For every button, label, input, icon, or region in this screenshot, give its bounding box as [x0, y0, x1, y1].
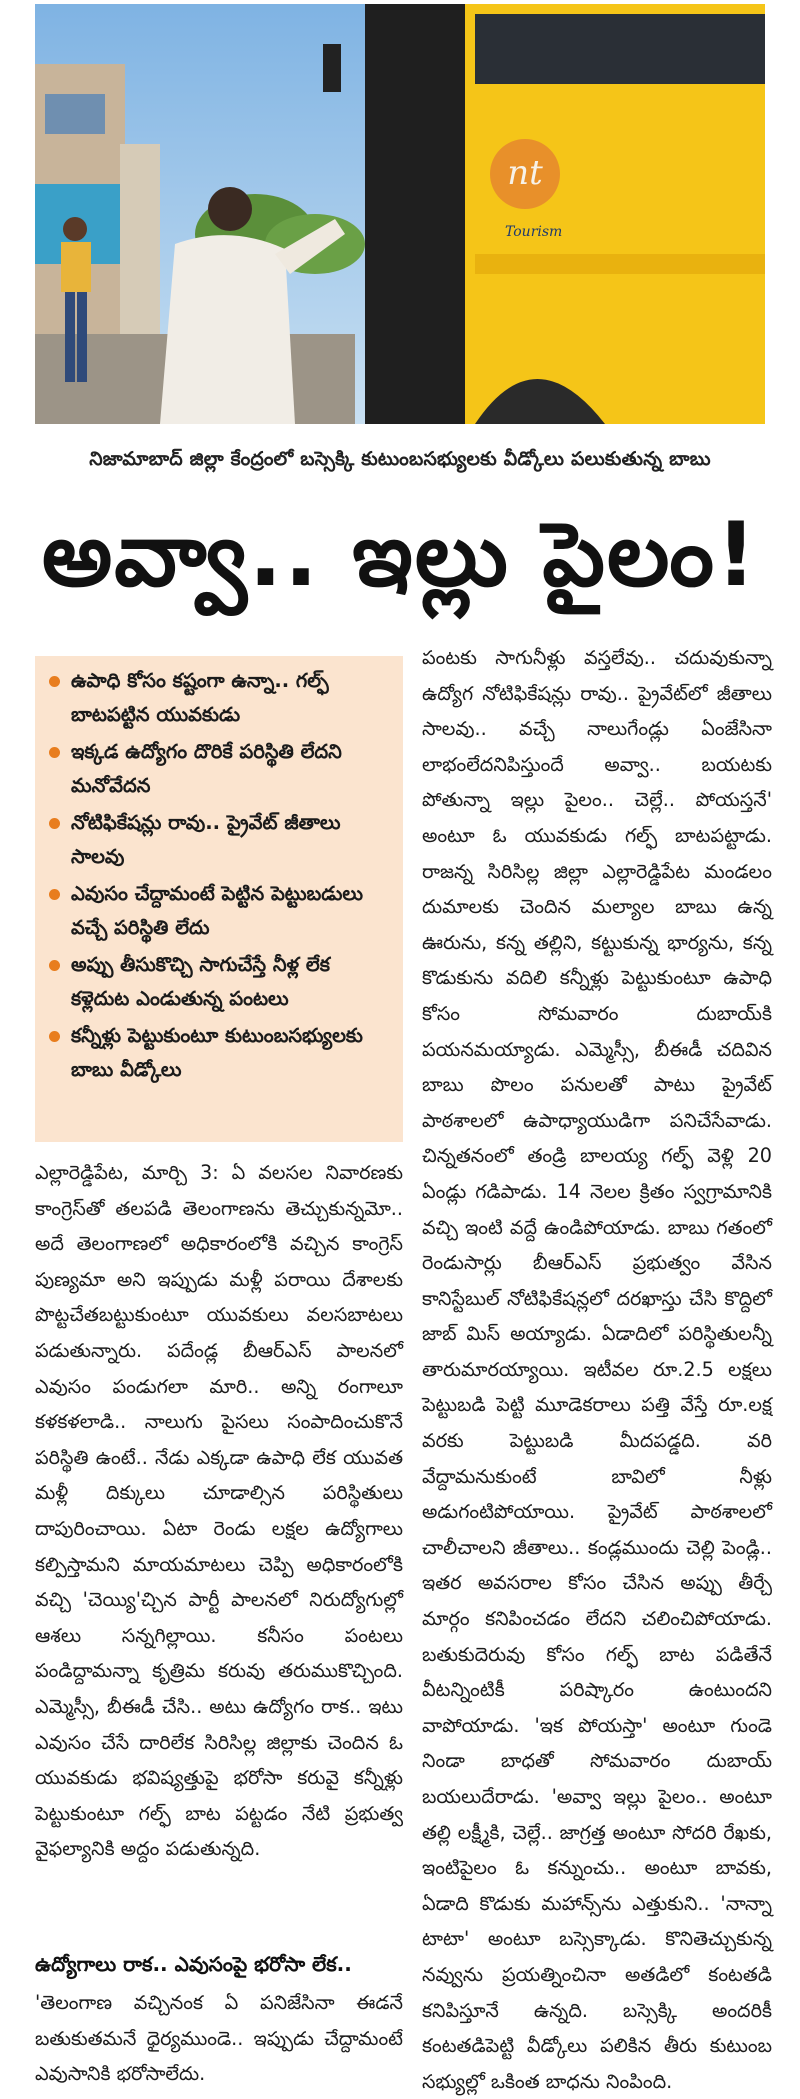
- highlight-item: ఉపాధి కోసం కష్టంగా ఉన్నా.. గల్ఫ్ బాటపట్టిన యువకుడు: [45, 664, 391, 732]
- bullet-icon: [49, 818, 60, 829]
- news-photo: [35, 4, 765, 424]
- bus-logo-text: Tourism: [505, 224, 563, 240]
- bullet-icon: [49, 1031, 60, 1042]
- highlight-item: అప్పు తీసుకొచ్చి సాగుచేస్తే నీళ్ల లేక కళ్లెదుట ఎండుతున్న పంటలు: [45, 948, 391, 1016]
- highlight-item: ఇక్కడ ఉద్యోగం దొరికే పరిస్థితి లేదని మనోవేదన: [45, 735, 391, 803]
- article-subheading: ఉద్యోగాలు రాక.. ఎవుసంపై భరోసా లేక..: [35, 1952, 352, 1976]
- highlight-item: ఎవుసం చేద్దామంటే పెట్టిన పెట్టుబడులు వచ్చే పరిస్థితి లేదు: [45, 877, 391, 945]
- headline: అవ్వా.. ఇల్లు పైలం!: [41, 503, 759, 606]
- bullet-icon: [49, 747, 60, 758]
- bullet-icon: [49, 889, 60, 900]
- photo-caption: నిజామాబాద్ జిల్లా కేంద్రంలో బస్సెక్కి కుటుంబసభ్యులకు వీడ్కోలు పలుకుతున్న బాబు: [89, 448, 711, 470]
- photo-illustration: [35, 4, 765, 424]
- bullet-icon: [49, 960, 60, 971]
- highlight-item: కన్నీళ్లు పెట్టుకుంటూ కుటుంబసభ్యులకు బాబు వీడ్కోలు: [45, 1019, 391, 1087]
- article-body-left-continued: 'తెలంగాణ వచ్చినంక ఏ పనిజేసినా ఈడనే బతుకుతమనే ధైర్యముండె.. ఇప్పుడు చేద్దామంటే ఎవుసానికి భరోసాలేదు.: [35, 1991, 403, 2086]
- bullet-icon: [49, 676, 60, 687]
- article-body-left: ఎల్లారెడ్డిపేట, మార్చి 3: ఏ వలసల నివారణకు కాంగ్రెస్‌తో తలపడి తెలంగాణను తెచ్చుకున్నమో.. అదే తెలంగాణలో అధికారంలోకి వచ్చిన కాంగ్రెస్ పుణ్యమా అని ఇప్పుడు మళ్లీ పరాయి దేశాలకు పొట్టచేతబట్టుకుంటూ యువకులు వలసబాటలు పడుతున్నారు. పదేండ్ల బీఆర్ఎస్ పాలనలో ఎవుసం పండుగలా మారి.. అన్ని రంగాలూ కళకళలాడి.. నాలుగు పైసలు సంపాదించుకొనే పరిస్థితి ఉంటే.. నేడు ఎక్కడా ఉపాధి లేక యువత మళ్లీ దిక్కులు చూడాల్సిన పరిస్థితులు దాపురించాయి. ఏటా రెండు లక్షల ఉద్యోగాలు కల్పిస్తామని మాయమాటలు చెప్పి అధికారంలోకి వచ్చి 'చెయ్యి'చ్చిన పార్టీ పాలనలో నిరుద్యోగుల్లో ఆశలు సన్నగిల్లాయి. కనీసం పంటలు పండిద్దామన్నా కృత్రిమ కరువు తరుముకొచ్చింది. ఎమ్మెస్సీ, బీఈడీ చేసి.. అటు ఉద్యోగం రాక.. ఇటు ఎవుసం చేసే దారిలేక సిరిసిల్ల జిల్లాకు చెందిన ఓ యువకుడు భవిష్యత్తుపై భరోసా కరువై కన్నీళ్లు పెట్టుకుంటూ గల్ఫ్ బాట పట్టడం నేటి ప్రభుత్వ వైఫల్యానికి అద్దం పడుతున్నది.: [35, 1161, 403, 1861]
- svg-text:nt: nt: [507, 153, 543, 193]
- article-body-right: పంటకు సాగునీళ్లు వస్తలేవు.. చదువుకున్నా ఉద్యోగ నోటిఫికేషన్లు రావు.. ప్రైవేట్‌లో జీతాలు సాలవు.. వచ్చే నాలుగేండ్లు ఏంజేసినా లాభంలేదనిపిస్తుందే అవ్వా.. బయటకు పోతున్నా ఇల్లు పైలం.. చెల్లే.. పోయస్తనే' అంటూ ఓ యువకుడు గల్ఫ్ బాటపట్టాడు. రాజన్న సిరిసిల్ల జిల్లా ఎల్లారెడ్డిపేట మండలం దుమాలకు చెందిన మల్యాల బాబు ఉన్న ఊరును, కన్న తల్లిని, కట్టుకున్న భార్యను, కన్న కొడుకును వదిలి కన్నీళ్లు పెట్టుకుంటూ ఉపాధి కోసం సోమవారం దుబాయ్‌కి పయనమయ్యాడు. ఎమ్మెస్సీ, బీఈడీ చదివిన బాబు పొలం పనులతో పాటు ప్రైవేట్ పాఠశాలలో ఉపాధ్యాయుడిగా పనిచేసేవాడు. చిన్నతనంలో తండ్రి బాలయ్య గల్ఫ్ వెళ్లి 20 ఏండ్లు గడిపాడు. 14 నెలల క్రితం స్వగ్రామానికి వచ్చి ఇంటి వద్దే ఉండిపోయాడు. బాబు గతంలో రెండుసార్లు బీఆర్ఎస్ ప్రభుత్వం వేసిన కానిస్టేబుల్ నోటిఫికేషన్లలో దరఖాస్తు చేసి కొద్దిలో జాబ్ మిస్ అయ్యాడు. ఏడాదిలో పరిస్థితులన్నీ తారుమారయ్యాయి. ఇటీవల రూ.2.5 లక్షలు పెట్టుబడి పెట్టి మూడెకరాలు పత్తి వేస్తే రూ.లక్ష వరకు పెట్టుబడి మీదపడ్డది. వరి వేద్దామనుకుంటే బావిలో నీళ్లు అడుగంటిపోయాయి. ప్రైవేట్ పాఠశాలలో చాలీచాలని జీతాలు.. కండ్లముందు చెల్లి పెండ్లి.. ఇతర అవసరాల కోసం చేసిన అప్పు తీర్చే మార్గం కనిపించడం లేదని చలించిపోయాడు. బతుకుదెరువు కోసం గల్ఫ్ బాట పడితేనే వీటన్నింటికీ పరిష్కారం ఉంటుందని వాపోయాడు. 'ఇక పోయస్తా' అంటూ గుండె నిండా బాధతో సోమవారం దుబాయ్ బయలుదేరాడు. 'అవ్వా ఇల్లు పైలం.. అంటూ తల్లి లక్ష్మీకి, చెల్లే.. జాగ్రత్త అంటూ సోదరి రేఖకు, ఇంటిపైలం ఓ కన్నుంచు.. అంటూ బావకు, ఏడాది కొడుకు మహాన్స్‌ను ఎత్తుకుని.. 'నాన్నా టాటా' అంటూ బస్సెక్కాడు. కొనితెచ్చుకున్న నవ్వును ప్రయత్నించినా అతడిలో కంటతడి కనిపిస్తూనే ఉన్నది. బస్సెక్కి అందరికీ కంటతడిపెట్టి వీడ్కోలు పలికిన తీరు కుటుంబ సభ్యుల్లో ఒకింత బాధను నింపింది.: [422, 646, 772, 2093]
- highlights-box: [35, 656, 403, 1142]
- highlight-item: నోటిఫికేషన్లు రావు.. ప్రైవేట్ జీతాలు సాలవు: [45, 806, 391, 874]
